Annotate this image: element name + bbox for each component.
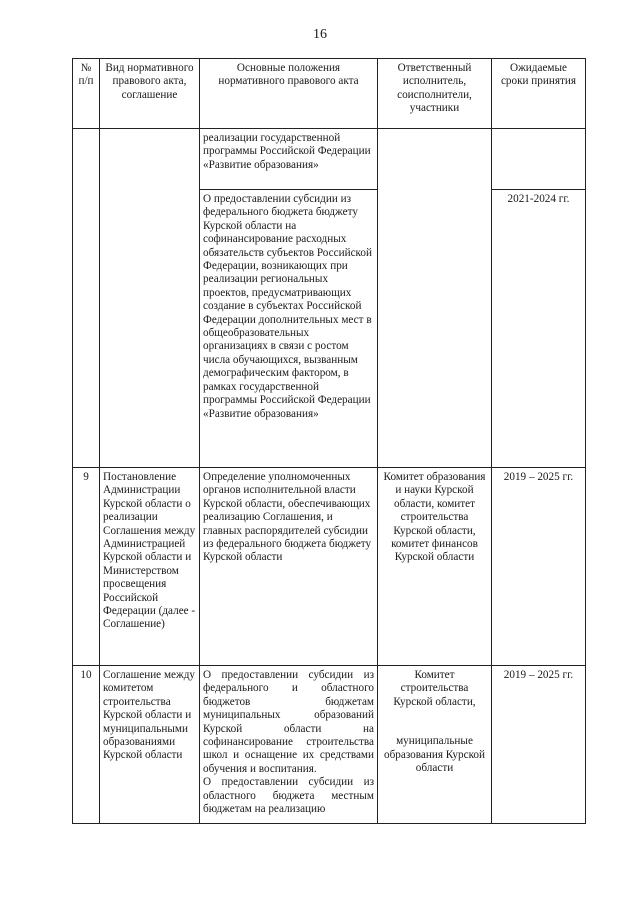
table-row-continued bbox=[73, 129, 586, 468]
table-row-9 bbox=[73, 468, 586, 666]
header-responsible: Ответственный исполнитель, соисполнители, участники bbox=[378, 59, 492, 129]
header-provisions: Основные положения нормативного правового акта bbox=[200, 59, 378, 129]
responsible-parties bbox=[378, 666, 492, 824]
responsible-text-1: Комитет строительства Курской области, bbox=[393, 669, 476, 708]
provision-text-2: О предоставлении субсидии из областного бюджета местным бюджетам на реализацию bbox=[203, 776, 374, 816]
page-number: 16 bbox=[313, 27, 327, 42]
act-provisions bbox=[200, 666, 378, 824]
responsible-text-2: муниципальные образования Курской области bbox=[383, 735, 486, 775]
row-number: 10 bbox=[73, 666, 100, 824]
adoption-dates: 2019 – 2025 гг. bbox=[492, 468, 586, 666]
cell-responsible bbox=[378, 129, 492, 468]
row-number: 9 bbox=[73, 468, 100, 666]
act-provisions: Определение уполномоченных органов исполнительной власти Курской области, обеспечивающих реализацию Соглашения, и главных распорядителей субсидии из федерального бюджета бюджету Курской области bbox=[200, 468, 378, 666]
provision-text-b: О предоставлении субсидии из федерального бюджета бюджету Курской области на софинансирование расходных обязательств субъектов Российской Федерации, возникающих при реализации региональных проектов, предусматривающих создание в субъектах Российской Федерации дополнительных мест в общеобразовательных организациях в связи с ростом числа обучающихся, вызванным демографическим фактором, в рамках государственной программы Российской Федерации «Развитие образования» bbox=[200, 189, 377, 423]
table-row-10 bbox=[73, 666, 586, 824]
cell-num bbox=[73, 129, 100, 468]
header-num: № п/п bbox=[73, 59, 100, 129]
cell-dates bbox=[492, 129, 586, 468]
document-table bbox=[72, 58, 586, 824]
date-empty bbox=[492, 129, 585, 189]
cell-type bbox=[100, 129, 200, 468]
date-text-b: 2021-2024 гг. bbox=[492, 189, 585, 209]
cell-provisions bbox=[200, 129, 378, 468]
header-dates: Ожидаемые сроки принятия bbox=[492, 59, 586, 129]
act-type: Соглашение между комитетом строительства Курской области и муниципальными образованиями Курской области bbox=[100, 666, 200, 824]
act-type: Постановление Администрации Курской области о реализации Соглашения между Администрацией Курской области и Министерством просвещения Российской Федерации (далее - Соглашение) bbox=[100, 468, 200, 666]
provision-text-a: реализации государственной программы Российской Федерации «Развитие образования» bbox=[203, 132, 371, 171]
adoption-dates: 2019 – 2025 гг. bbox=[492, 666, 586, 824]
responsible-parties: Комитет образования и науки Курской области, комитет строительства Курской области, комитет финансов Курской области bbox=[378, 468, 492, 666]
header-type: Вид нормативного правового акта, соглашение bbox=[100, 59, 200, 129]
header-row bbox=[73, 59, 586, 129]
provision-text-1: О предоставлении субсидии из федерального и областного бюджетов бюджетам муниципальных образований Курской области на софинансирование строительства школ и оснащение их средствами обучения и воспитания. bbox=[203, 669, 374, 775]
